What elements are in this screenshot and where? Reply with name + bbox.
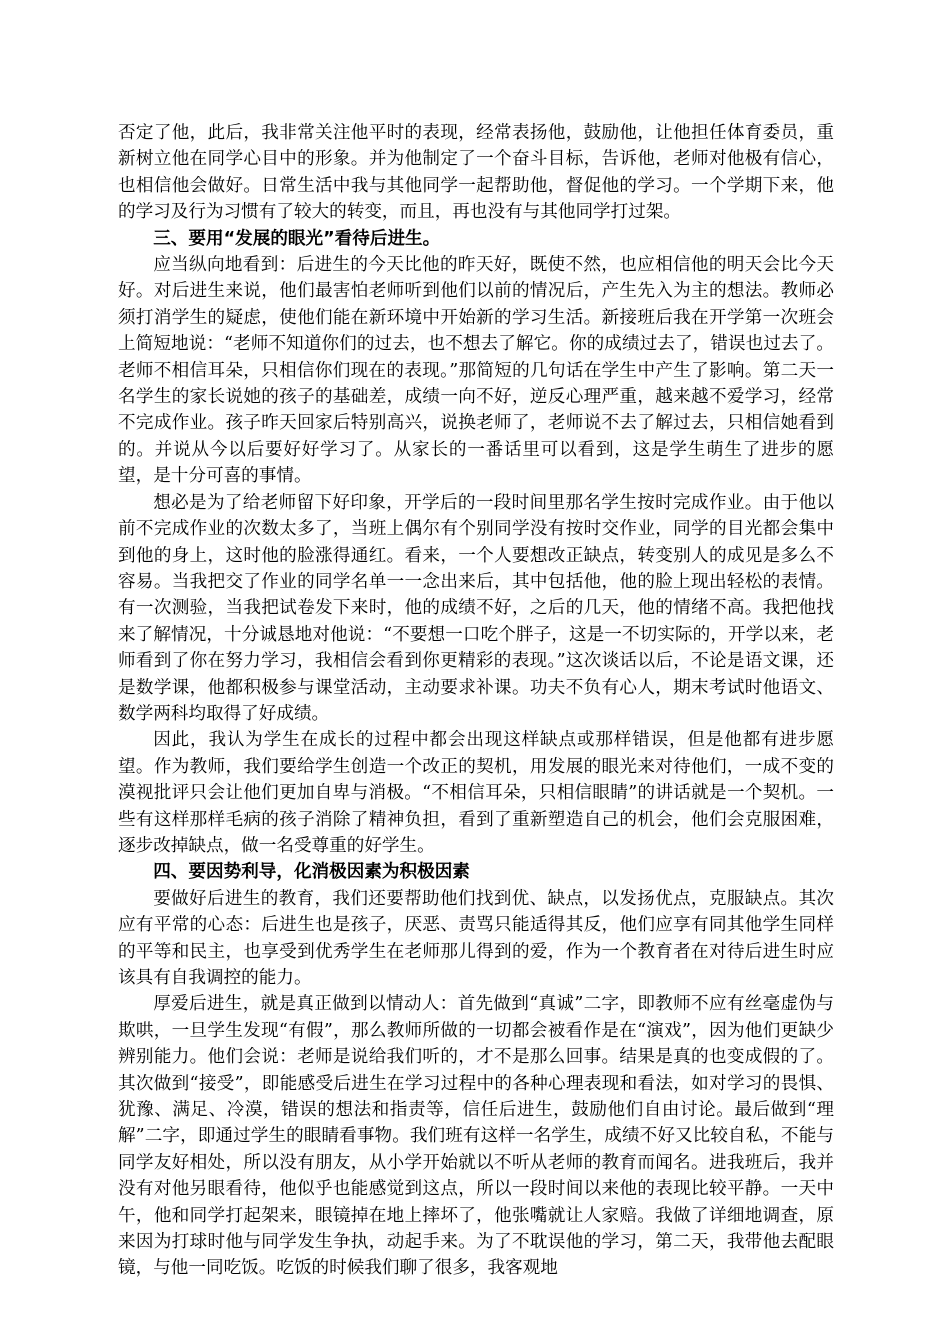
document-page <box>118 120 834 1282</box>
paragraph: 要做好后进生的教育，我们还要帮助他们找到优、缺点，以发扬优点，克服缺点。其次应有平常的心态：后进生也是孩子，厌恶、责骂只能适得其反，他们应享有同其他学生同样的平等和民主，也享受到优秀学生在老师那儿得到的爱，作为一个教育者在对待后进生时应该具有自我调控的能力。 <box>118 888 834 988</box>
paragraph: 应当纵向地看到：后进生的今天比他的昨天好，既使不然，也应相信他的明天会比今天好。对后进生来说，他们最害怕老师听到他们以前的情况后，产生先入为主的想法。教师必须打消学生的疑虑，使他们能在新环境中开始新的学习生活。新接班后我在开学第一次班会上简短地说：“老师不知道你们的过去，也不想去了解它。你的成绩过去了，错误也过去了。老师不相信耳朵，只相信你们现在的表现。”那简短的几句话在学生中产生了影响。第二天一名学生的家长说她的孩子的基础差，成绩一向不好，逆反心理严重，越来越不爱学习，经常不完成作业。孩子昨天回家后特别高兴，说换老师了，老师说不去了解过去，只相信她看到的。并说从今以后要好好学习了。从家长的一番话里可以看到，这是学生萌生了进步的愿望，是十分可喜的事情。 <box>118 255 834 487</box>
section-heading-3: 三、要用“发展的眼光”看待后进生。 <box>153 228 441 249</box>
paragraph: 因此，我认为学生在成长的过程中都会出现这样缺点或那样错误，但是他都有进步愿望。作为教师，我们要给学生创造一个改正的契机，用发展的眼光来对待他们，一成不变的漠视批评只会让他们更加自卑与消极。“不相信耳朵，只相信眼睛”的讲话就是一个契机。一些有这样那样毛病的孩子消除了精神负担，看到了重新塑造自己的机会，他们会克服困难，逐步改掉缺点，做一名受尊重的好学生。 <box>118 730 834 856</box>
paragraph-continuation: 否定了他，此后，我非常关注他平时的表现，经常表扬他，鼓励他，让他担任体育委员，重新树立他在同学心目中的形象。并为他制定了一个奋斗目标，告诉他，老师对他极有信心，也相信他会做好。日常生活中我与其他同学一起帮助他，督促他的学习。一个学期下来，他的学习及行为习惯有了较大的转变，而且，再也没有与其他同学打过架。 <box>118 123 834 223</box>
section-heading-4: 四、要因势利导，化消极因素为积极因素 <box>153 862 470 883</box>
paragraph: 想必是为了给老师留下好印象，开学后的一段时间里那名学生按时完成作业。由于他以前不完成作业的次数太多了，当班上偶尔有个别同学没有按时交作业，同学的目光都会集中到他的身上，这时他的脸涨得通红。看来，一个人要想改正缺点，转变别人的成见是多么不容易。当我把交了作业的同学名单一一念出来后，其中包括他，他的脸上现出轻松的表情。有一次测验，当我把试卷发下来时，他的成绩不好，之后的几天，他的情绪不高。我把他找来了解情况，十分诚恳地对他说：“不要想一口吃个胖子，这是一不切实际的，开学以来，老师看到了你在努力学习，我相信会看到你更精彩的表现。”这次谈话以后，不论是语文课，还是数学课，他都积极参与课堂活动，主动要求补课。功夫不负有心人，期末考试时他语文、数学两科均取得了好成绩。 <box>118 492 834 724</box>
paragraph: 厚爱后进生，就是真正做到以情动人：首先做到“真诚”二字，即教师不应有丝毫虚伪与欺哄，一旦学生发现“有假”，那么教师所做的一切都会被看作是在“演戏”，因为他们更缺少辨别能力。他们会说：老师是说给我们听的，才不是那么回事。结果是真的也变成假的了。其次做到“接受”，即能感受后进生在学习过程中的各种心理表现和看法，如对学习的畏惧、犹豫、满足、冷漠，错误的想法和指责等，信任后进生，鼓励他们自由讨论。最后做到“理解”二字，即通过学生的眼睛看事物。我们班有这样一名学生，成绩不好又比较自私，不能与同学友好相处，所以没有朋友，从小学开始就以不听从老师的教育而闻名。进我班后，我并没有对他另眼看待，他似乎也能感觉到这点，所以一段时间以来他的表现比较平静。一天中午，他和同学打起架来，眼镜掉在地上摔坏了，他张嘴就让人家赔。我做了详细地调查，原来因为打球时他与同学发生争执，动起手来。为了不耽误他的学习，第二天，我带他去配眼镜，与他一同吃饭。吃饭的时候我们聊了很多，我客观地 <box>118 994 834 1279</box>
